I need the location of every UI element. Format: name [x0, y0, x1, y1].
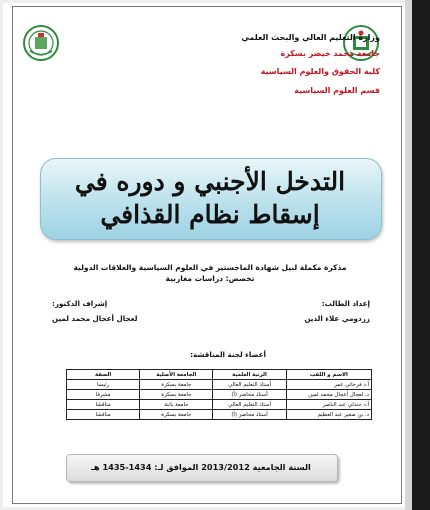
- member-rank: أستاذ التعليم العالي: [213, 400, 286, 410]
- page-frame: [12, 6, 402, 504]
- thesis-title-line2: إسقاط نظام القذافي: [100, 200, 320, 229]
- member-rank: أستاذ التعليم العالي: [213, 380, 286, 390]
- table-row: [67, 400, 372, 410]
- member-name: أ.د فرحاتي عمر: [286, 380, 371, 390]
- table-header-row: [67, 370, 372, 380]
- page-edge: [405, 0, 412, 510]
- member-name: أ.د جندلي عبد الناصر: [286, 400, 371, 410]
- faculty-logo: [22, 24, 60, 62]
- supervisor-label: إشراف الدكتور:: [52, 299, 108, 308]
- member-rank: أستاذ محاضر (أ): [213, 390, 286, 400]
- member-name: د. لعجال أعجال محمد لمين: [286, 390, 371, 400]
- column-header: الصفة: [67, 370, 140, 380]
- jury-table: [66, 369, 372, 420]
- thesis-title-line1: التدخل الأجنبي و دوره في: [74, 167, 346, 196]
- viewer-border: [412, 0, 430, 510]
- member-role: رئيسا: [67, 380, 140, 390]
- member-rank: أستاذ محاضر (أ): [213, 410, 286, 420]
- column-header: الجامعة الأصلية: [140, 370, 213, 380]
- member-role: مناقشا: [67, 410, 140, 420]
- member-university: جامعة باتنة: [140, 400, 213, 410]
- table-row: [67, 410, 372, 420]
- member-university: جامعة بسكرة: [140, 380, 213, 390]
- memo-description: مذكرة مكملة لنيل شهادة الماجستير في العلوم السياسية والعلاقات الدولية: [73, 263, 347, 272]
- column-header: الاسم و اللقب: [286, 370, 371, 380]
- table-row: [67, 390, 372, 400]
- university-name: جامعة محمد خيضر بسكرة: [280, 49, 380, 58]
- member-name: د. بن صغير عبد العظيم: [286, 410, 371, 420]
- member-university: جامعة بسكرة: [140, 390, 213, 400]
- member-role: مناقشا: [67, 400, 140, 410]
- jury-label: أعضاء لجنة المناقشة:: [190, 350, 266, 359]
- student-name: زردومي علاء الدين: [304, 314, 370, 323]
- ministry-name: وزارة التعليم العالي والبحث العلمي: [241, 33, 380, 42]
- department-name: قسم العلوم السياسية: [294, 86, 380, 95]
- table-row: [67, 380, 372, 390]
- academic-year: السنة الجامعية 2013/2012 الموافق لـ: 1434-1435 هـ: [91, 462, 311, 472]
- student-label: إعداد الطالب:: [321, 299, 370, 308]
- column-header: الرتبة العلمية: [213, 370, 286, 380]
- supervisor-name: لعجال أعجال محمد لمين: [52, 314, 138, 323]
- memo-specialty: تخصص: دراسات مغاربية: [165, 274, 255, 283]
- member-role: مشرفا: [67, 390, 140, 400]
- member-university: جامعة بسكرة: [140, 410, 213, 420]
- faculty-name: كلية الحقوق والعلوم السياسية: [260, 67, 380, 76]
